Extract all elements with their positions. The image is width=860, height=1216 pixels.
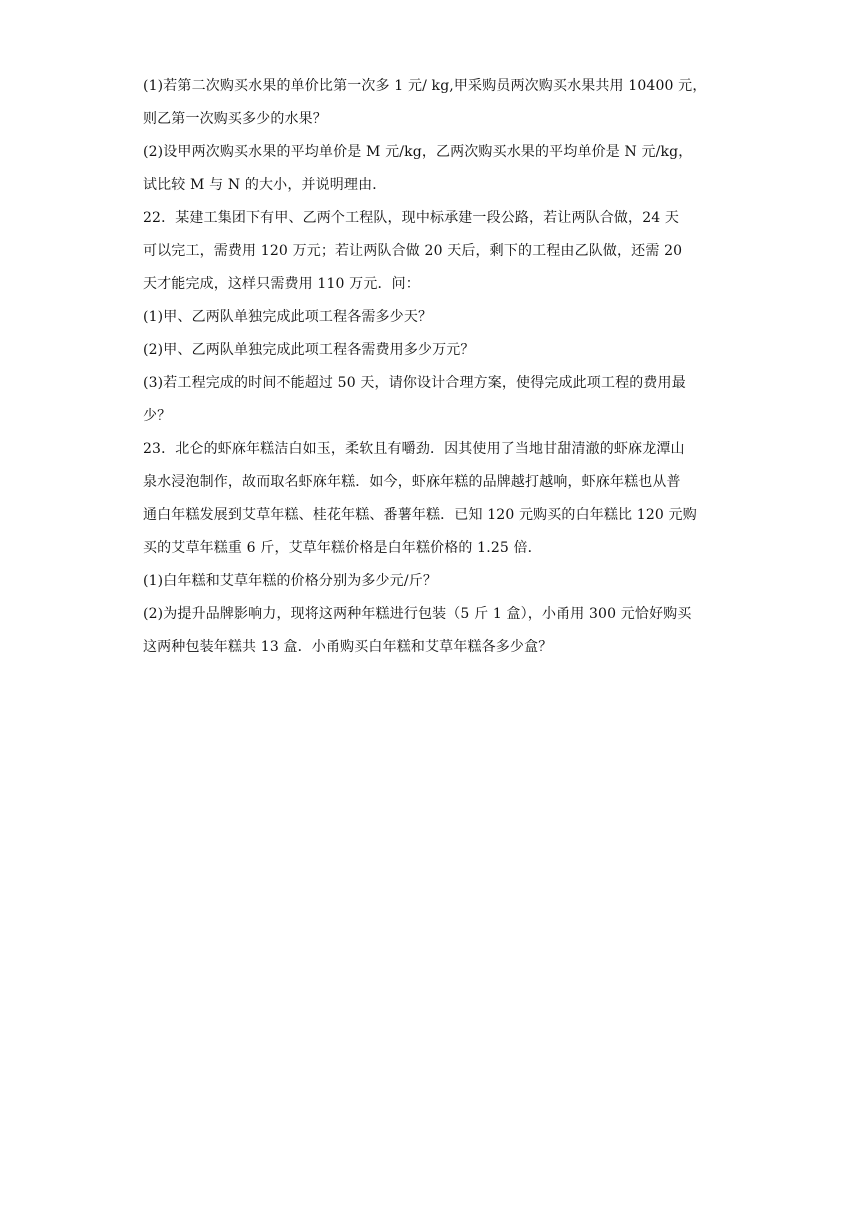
q23-stem-line1: 23．北仑的虾庥年糕洁白如玉，柔软且有嚼劲．因其使用了当地甘甜清澈的虾庥龙潭山 xyxy=(143,441,685,457)
q23-stem-line3: 通白年糕发展到艾草年糕、桂花年糕、番薯年糕．已知 120 元购买的白年糕比 120 元购 xyxy=(143,507,697,523)
q23-part2-line1: (2)为提升品牌影响力，现将这两种年糕进行包装（5 斤 1 盒），小甬用 300 元恰好购买 xyxy=(143,606,692,622)
document-page xyxy=(143,70,718,664)
q23-part1: (1)白年糕和艾草年糕的价格分别为多少元/斤？ xyxy=(143,573,437,589)
q22-part1: (1)甲、乙两队单独完成此项工程各需多少天？ xyxy=(143,309,433,325)
q22-part2: (2)甲、乙两队单独完成此项工程各需费用多少万元？ xyxy=(143,342,475,358)
q23-stem-line2: 泉水浸泡制作，故而取名虾庥年糕．如今，虾庥年糕的品牌越打越响，虾庥年糕也从普 xyxy=(143,474,681,490)
q21-part2-line2: 试比较 M 与 N 的大小，并说明理由． xyxy=(143,177,387,193)
q23-stem-line4: 买的艾草年糕重 6 斤，艾草年糕价格是白年糕价格的 1.25 倍． xyxy=(143,540,542,556)
q21-part1-line1: (1)若第二次购买水果的单价比第一次多 1 元/ kg,甲采购员两次购买水果共用 10400 元， xyxy=(143,78,707,94)
q22-stem-line2: 可以完工，需费用 120 万元；若让两队合做 20 天后，剩下的工程由乙队做，还需 20 xyxy=(143,243,683,259)
q22-stem-line3: 天才能完成，这样只需费用 110 万元．问： xyxy=(143,276,420,292)
q21-part2-line1: (2)设甲两次购买水果的平均单价是 M 元/kg，乙两次购买水果的平均单价是 N 元/kg， xyxy=(143,144,693,160)
q22-part3-line1: (3)若工程完成的时间不能超过 50 天，请你设计合理方案，使得完成此项工程的费用最 xyxy=(143,375,686,391)
q23-part2-line2: 这两种包装年糕共 13 盒．小甬购买白年糕和艾草年糕各多少盒？ xyxy=(143,639,553,655)
q22-part3-line2: 少？ xyxy=(143,408,172,424)
q21-part1-line2: 则乙第一次购买多少的水果？ xyxy=(143,111,327,127)
q22-stem-line1: 22．某建工集团下有甲、乙两个工程队，现中标承建一段公路，若让两队合做，24 天 xyxy=(143,210,680,226)
